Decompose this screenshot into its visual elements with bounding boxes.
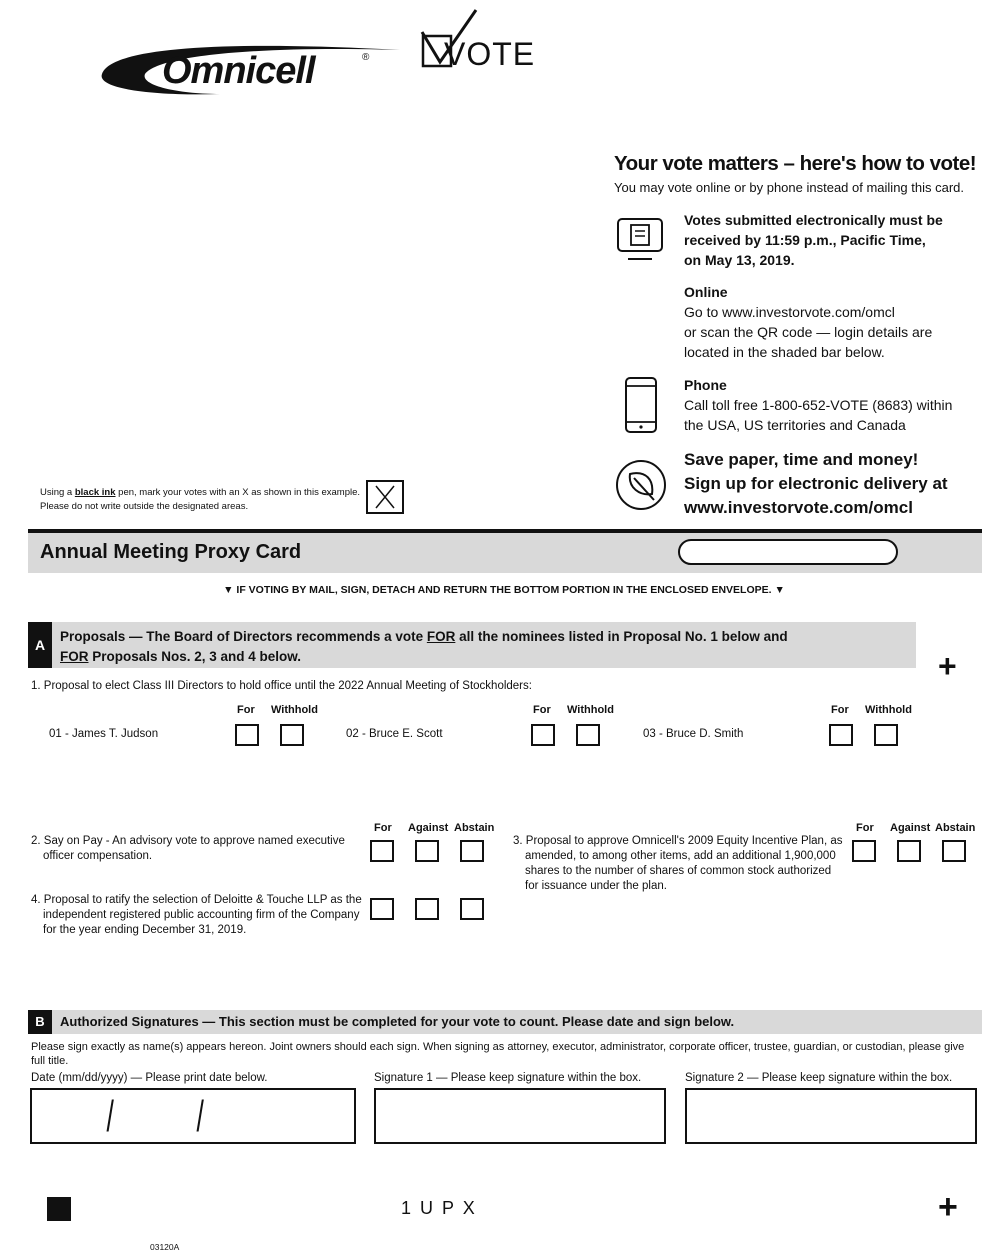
proposal-4-text: 4. Proposal to ratify the selection of Deloitte & Touche LLP as the independent registered public accounting firm of the Company for the year ending December 31, 2019. [31, 894, 362, 936]
proposal-3-for-checkbox[interactable] [852, 840, 876, 862]
section-b-letter: B [28, 1010, 52, 1034]
omnicell-logo [100, 38, 405, 98]
date-separator-1: / [106, 1092, 114, 1141]
registration-mark-square [47, 1197, 71, 1221]
footer-plus-mark: + [938, 1188, 958, 1226]
detach-notice: ▼ IF VOTING BY MAIL, SIGN, DETACH AND RETURN THE BOTTOM PORTION IN THE ENCLOSED ENVELOPE. ▼ [223, 584, 785, 596]
section-a-header: Proposals — The Board of Directors recommends a vote FOR all the nominees listed in Proposal No. 1 below and FOR Proposals Nos. 2, 3 and 4 below. [52, 622, 916, 668]
vote-text: VOTE [444, 36, 536, 72]
online-block: Online Go to www.investorvote.com/omcl or scan the QR code — login details are located in the shaded bar below. [684, 284, 933, 360]
phone-number[interactable]: Call toll free 1-800-652-VOTE (8683) within [684, 397, 953, 413]
form-code: 1 U P X [401, 1198, 477, 1218]
signature-1-box[interactable] [374, 1088, 666, 1144]
proxy-card-title: Annual Meeting Proxy Card [40, 541, 302, 563]
signature-instructions: Please sign exactly as name(s) appears hereon. Joint owners should each sign. When signing as attorney, executor, administrator, corporate officer, trustee, guardian, or custodian, please give full title. [31, 1041, 965, 1067]
proposal-3-text: 3. Proposal to approve Omnicell's 2009 Equity Incentive Plan, as amended, to among other items, add an additional 1,900,000 shares to the number of shares of common stock authorized for issuance under the plan. [513, 835, 843, 892]
deadline-text: Votes submitted electronically must be received by 11:59 p.m., Pacific Time, on May 13, 2019. [684, 212, 943, 268]
proposal-4-against-checkbox[interactable] [415, 898, 439, 920]
paper-block: Save paper, time and money! Sign up for electronic delivery at www.investorvote.com/omcl [684, 448, 948, 520]
nominee-scott: 02 - Bruce E. Scott [346, 728, 443, 740]
signature-1-label: Signature 1 — Please keep signature within the box. [374, 1072, 642, 1084]
marking-instructions: Using a black ink pen, mark your votes with an X as shown in this example. Please do not write outside the designated areas. [40, 487, 361, 512]
delivery-url[interactable]: www.investorvote.com/omcl [684, 498, 913, 517]
phone-icon [624, 376, 658, 434]
date-input-box[interactable] [30, 1088, 356, 1144]
leaf-icon [614, 458, 668, 512]
proposal-4-for-checkbox[interactable] [370, 898, 394, 920]
how-to-vote-title: Your vote matters – here's how to vote! [614, 152, 977, 175]
proposal-3-against-checkbox[interactable] [897, 840, 921, 862]
proposal-2-text: 2. Say on Pay - An advisory vote to approve named executive officer compensation. [31, 835, 345, 862]
proxy-card-header [28, 533, 982, 573]
nominee-judson: 01 - James T. Judson [49, 728, 159, 740]
scott-for-checkbox[interactable] [531, 724, 555, 746]
smith-for-checkbox[interactable] [829, 724, 853, 746]
section-a-letter: A [28, 622, 52, 668]
proposal-2-abstain-checkbox[interactable] [460, 840, 484, 862]
date-separator-2: / [196, 1092, 204, 1141]
proposal-1-text: 1. Proposal to elect Class III Directors to hold office until the 2022 Annual Meeting of Stockholders: [31, 680, 532, 692]
brand-name: Omnicell [162, 50, 315, 92]
section-b-header: Authorized Signatures — This section must be completed for your vote to count. Please date and sign below. [52, 1010, 982, 1034]
nominee-smith: 03 - Bruce D. Smith [643, 728, 744, 740]
plus-mark: + [938, 648, 957, 684]
proposal-4-abstain-checkbox[interactable] [460, 898, 484, 920]
proposal-2-against-checkbox[interactable] [415, 840, 439, 862]
smith-withhold-checkbox[interactable] [874, 724, 898, 746]
vote-logo [420, 8, 536, 73]
monitor-icon [614, 217, 666, 263]
judson-for-checkbox[interactable] [235, 724, 259, 746]
example-x-box [366, 480, 404, 514]
form-number: 03120A [150, 1242, 180, 1252]
signature-2-label: Signature 2 — Please keep signature within the box. [685, 1072, 953, 1084]
proposal-2-for-checkbox[interactable] [370, 840, 394, 862]
online-url[interactable]: Go to www.investorvote.com/omcl [684, 304, 895, 320]
how-to-vote-subtitle: You may vote online or by phone instead of mailing this card. [614, 180, 965, 195]
judson-withhold-checkbox[interactable] [280, 724, 304, 746]
scott-withhold-checkbox[interactable] [576, 724, 600, 746]
registered-mark: ® [362, 52, 370, 63]
signature-2-box[interactable] [685, 1088, 977, 1144]
proposal-3-abstain-checkbox[interactable] [942, 840, 966, 862]
control-number-field [678, 539, 898, 565]
date-label: Date (mm/dd/yyyy) — Please print date below. [31, 1072, 268, 1084]
phone-block: Phone Call toll free 1-800-652-VOTE (8683) within the USA, US territories and Canada [684, 377, 953, 433]
